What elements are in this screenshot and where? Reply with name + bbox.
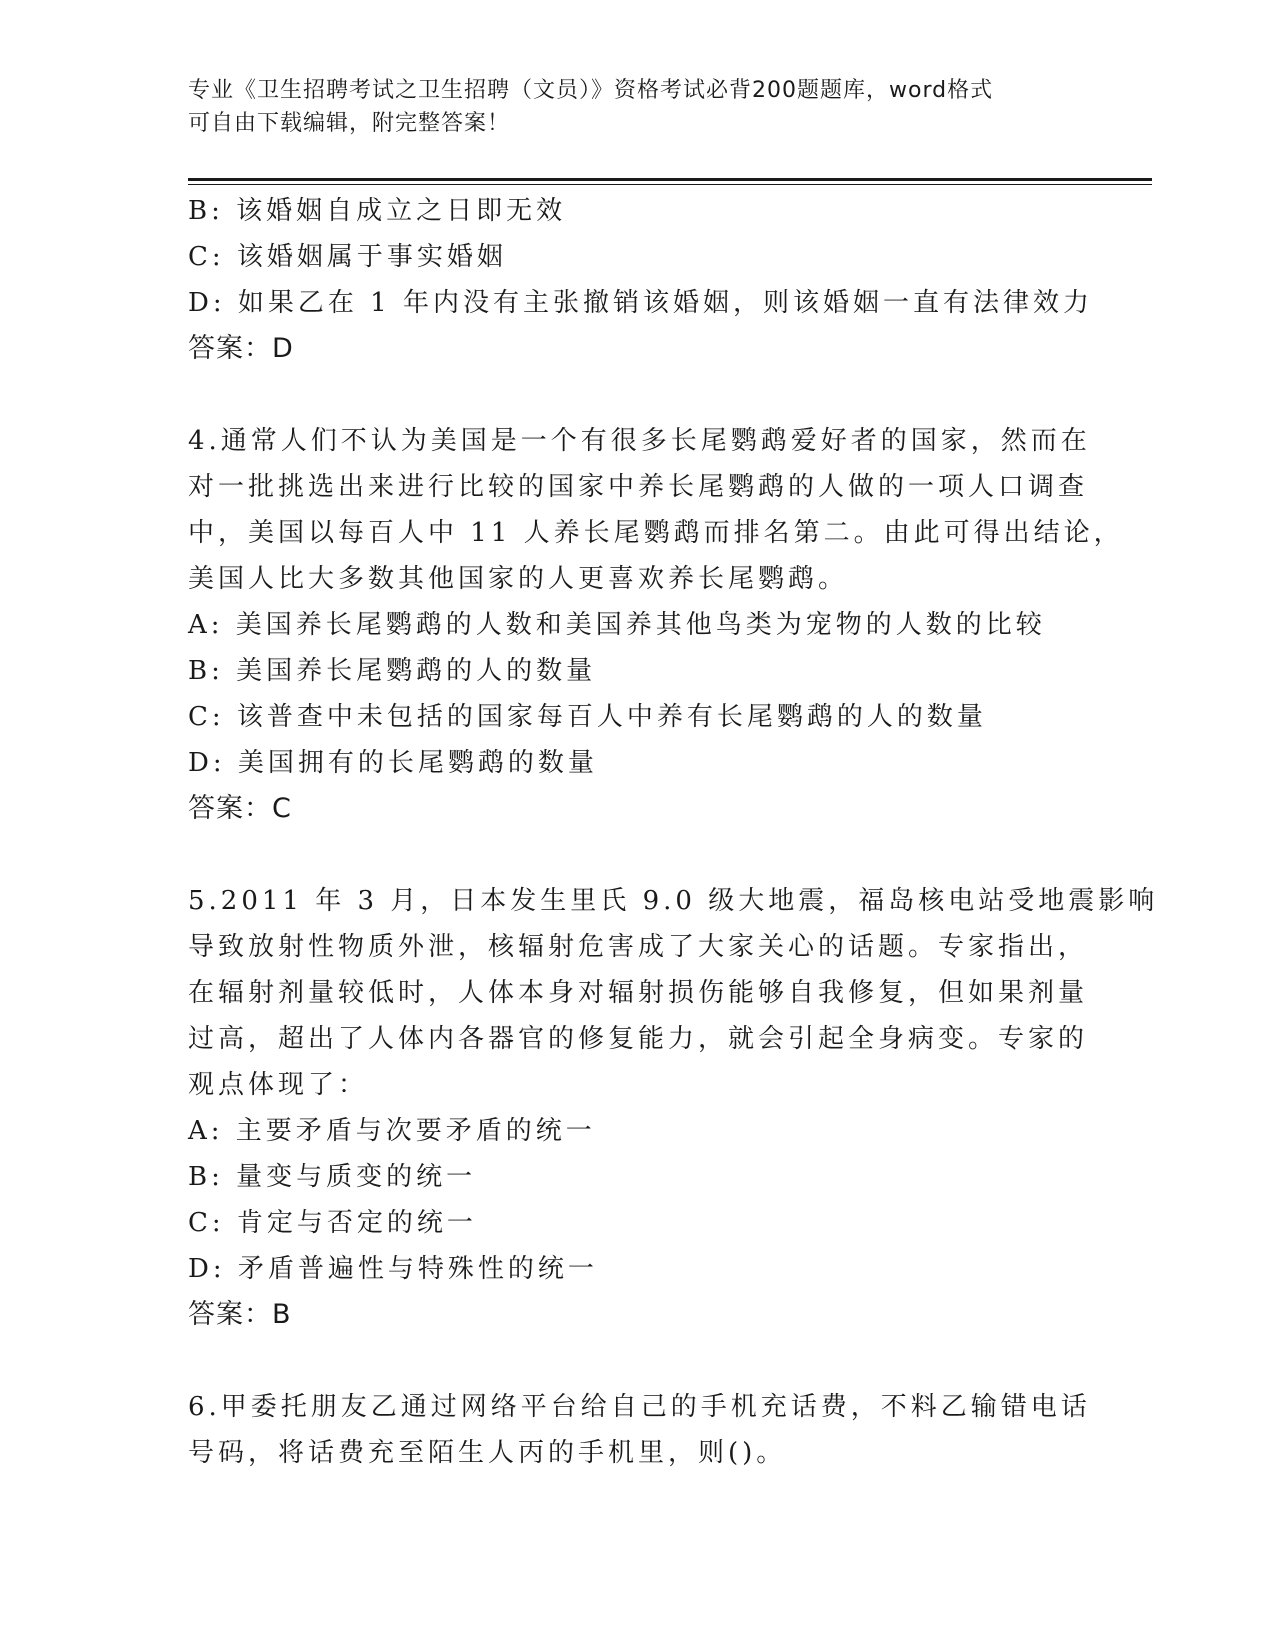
header-rule-thick <box>188 178 1152 181</box>
question-stem-line: 4.通常人们不认为美国是一个有很多长尾鹦鹉爱好者的国家，然而在 <box>188 426 1091 456</box>
option-b: B: 美国养长尾鹦鹉的人的数量 <box>188 656 597 686</box>
question-stem-line: 美国人比大多数其他国家的人更喜欢养长尾鹦鹉。 <box>188 564 849 594</box>
question-6 <box>188 1384 1091 1476</box>
option-a: A: 主要矛盾与次要矛盾的统一 <box>188 1116 596 1146</box>
spacer <box>188 832 1068 878</box>
question-3-tail <box>188 188 1093 372</box>
question-stem-line: 号码，将话费充至陌生人丙的手机里，则()。 <box>188 1438 787 1468</box>
question-content <box>188 188 1159 1476</box>
question-stem-line: 6.甲委托朋友乙通过网络平台给自己的手机充话费，不料乙输错电话 <box>188 1392 1091 1422</box>
header-line-2: 可自由下载编辑，附完整答案！ <box>188 111 511 136</box>
question-stem-line: 观点体现了： <box>188 1070 369 1100</box>
question-stem-line: 过高，超出了人体内各器官的修复能力，就会引起全身病变。专家的 <box>188 1024 1089 1054</box>
header-rule-thin <box>188 184 1152 185</box>
option-d: D: 矛盾普遍性与特殊性的统一 <box>188 1254 598 1284</box>
document-header <box>188 74 1068 140</box>
question-5 <box>188 878 1159 1338</box>
question-4 <box>188 418 1124 832</box>
option-d: D: 如果乙在 1 年内没有主张撤销该婚姻，则该婚姻一直有法律效力 <box>188 288 1093 318</box>
spacer <box>188 372 1068 418</box>
answer-label: 答案：B <box>188 1299 292 1330</box>
question-stem-line: 导致放射性物质外泄，核辐射危害成了大家关心的话题。专家指出， <box>188 932 1089 962</box>
answer-label: 答案：D <box>188 333 294 364</box>
option-b: B: 该婚姻自成立之日即无效 <box>188 196 567 226</box>
option-d: D: 美国拥有的长尾鹦鹉的数量 <box>188 748 598 778</box>
spacer <box>188 1338 1068 1384</box>
option-c: C: 该普查中未包括的国家每百人中养有长尾鹦鹉的人的数量 <box>188 702 987 732</box>
answer-label: 答案：C <box>188 793 292 824</box>
question-stem-line: 中，美国以每百人中 11 人养长尾鹦鹉而排名第二。由此可得出结论， <box>188 518 1124 548</box>
option-b: B: 量变与质变的统一 <box>188 1162 477 1192</box>
option-a: A: 美国养长尾鹦鹉的人数和美国养其他鸟类为宠物的人数的比较 <box>188 610 1046 640</box>
header-line-1: 专业《卫生招聘考试之卫生招聘（文员）》资格考试必背200题题库，word格式 <box>188 78 994 103</box>
question-stem-line: 在辐射剂量较低时，人体本身对辐射损伤能够自我修复，但如果剂量 <box>188 978 1089 1008</box>
question-stem-line: 5.2011 年 3 月，日本发生里氏 9.0 级大地震，福岛核电站受地震影响 <box>188 886 1159 916</box>
option-c: C: 肯定与否定的统一 <box>188 1208 477 1238</box>
option-c: C: 该婚姻属于事实婚姻 <box>188 242 507 272</box>
question-stem-line: 对一批挑选出来进行比较的国家中养长尾鹦鹉的人做的一项人口调查 <box>188 472 1089 502</box>
